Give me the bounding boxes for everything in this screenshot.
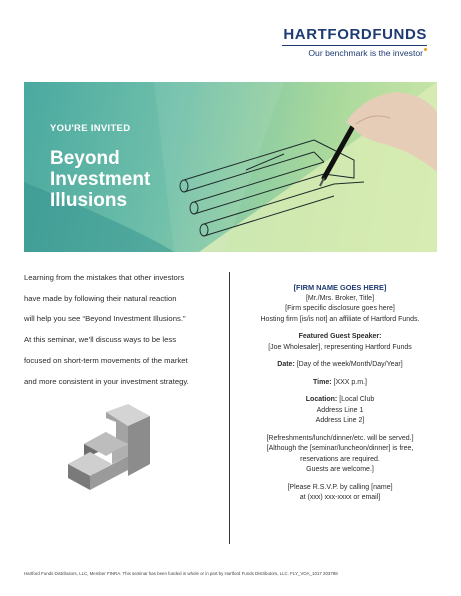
date-block	[240, 360, 440, 371]
refreshments-text: [Refreshments/lunch/dinner/etc. will be served.]	[266, 434, 414, 442]
firm-block	[240, 283, 440, 325]
hero-title-line: Illusions	[50, 190, 128, 211]
intro-line: and more consistent in your investment strategy.	[24, 376, 189, 386]
intro-line: At this seminar, we’ll discuss ways to be less	[24, 335, 177, 345]
speaker-block	[240, 332, 440, 353]
address-line-1: Address Line 1	[316, 406, 364, 414]
intro-paragraph	[24, 268, 224, 392]
speaker-value: [Joe Wholesaler], representing Hartford Funds	[268, 343, 412, 351]
broker-name: [Mr./Mrs. Broker, Title]	[305, 294, 375, 302]
logo-tagline: Our benchmark is the investor	[282, 48, 427, 58]
location-value: [Local Club	[337, 396, 375, 403]
guests-text: Guests are welcome.]	[306, 466, 374, 473]
location-label: Location:	[305, 396, 338, 403]
impossible-cube-icon	[64, 404, 154, 490]
logo-wordmark: HARTFORDFUNDS	[283, 26, 427, 43]
rsvp-line-1: [Please R.S.V.P. by calling [name]	[287, 483, 393, 491]
logo-rule	[282, 45, 427, 46]
column-divider	[229, 272, 230, 544]
hero-title-line: Beyond	[50, 148, 120, 169]
location-block	[240, 395, 440, 427]
speaker-label: Featured Guest Speaker:	[298, 333, 382, 340]
hero-title-line: Investment	[50, 169, 151, 190]
time-block	[240, 378, 440, 389]
time-label: Time:	[313, 378, 332, 386]
reservation-line-2: reservations are required.	[300, 455, 380, 463]
address-line-2: Address Line 2]	[315, 417, 365, 424]
date-label: Date:	[277, 361, 295, 368]
firm-name: [FIRM NAME GOES HERE]	[293, 283, 387, 292]
time-value: [XXX p.m.]	[331, 378, 367, 386]
refreshments-block	[240, 434, 440, 476]
firm-affiliation: Hosting firm [is/is not] an affiliate of Hartford Funds.	[260, 315, 420, 323]
hero-title	[50, 148, 150, 211]
firm-disclosure: [Firm specific disclosure goes here]	[285, 305, 395, 312]
hero-banner	[24, 82, 437, 252]
hartford-funds-logo	[282, 26, 427, 58]
logo-dot-icon	[424, 48, 427, 51]
rsvp-line-2: at (xxx) xxx-xxxx or email]	[299, 494, 381, 501]
intro-line: Learning from the mistakes that other investors	[24, 273, 185, 282]
footer-disclosure: Hartford Funds Distributors, LLC, Member FINRA. This seminar has been funded in whole or in part by Hartford Funds Distributors, LLC. FLY_VOA_1017 203788	[24, 571, 338, 576]
intro-line: have made by following their natural reaction	[24, 293, 177, 303]
reservation-line-1: [Although the [seminar/luncheon/dinner] is free,	[266, 445, 414, 452]
event-details	[240, 283, 440, 511]
invited-label: YOU'RE INVITED	[50, 123, 131, 134]
intro-line: focused on short-term movements of the market	[24, 355, 188, 365]
rsvp-block	[240, 483, 440, 504]
intro-line: will help you see “Beyond Investment Illusions.”	[24, 314, 186, 324]
date-value: [Day of the week/Month/Day/Year]	[294, 361, 403, 368]
